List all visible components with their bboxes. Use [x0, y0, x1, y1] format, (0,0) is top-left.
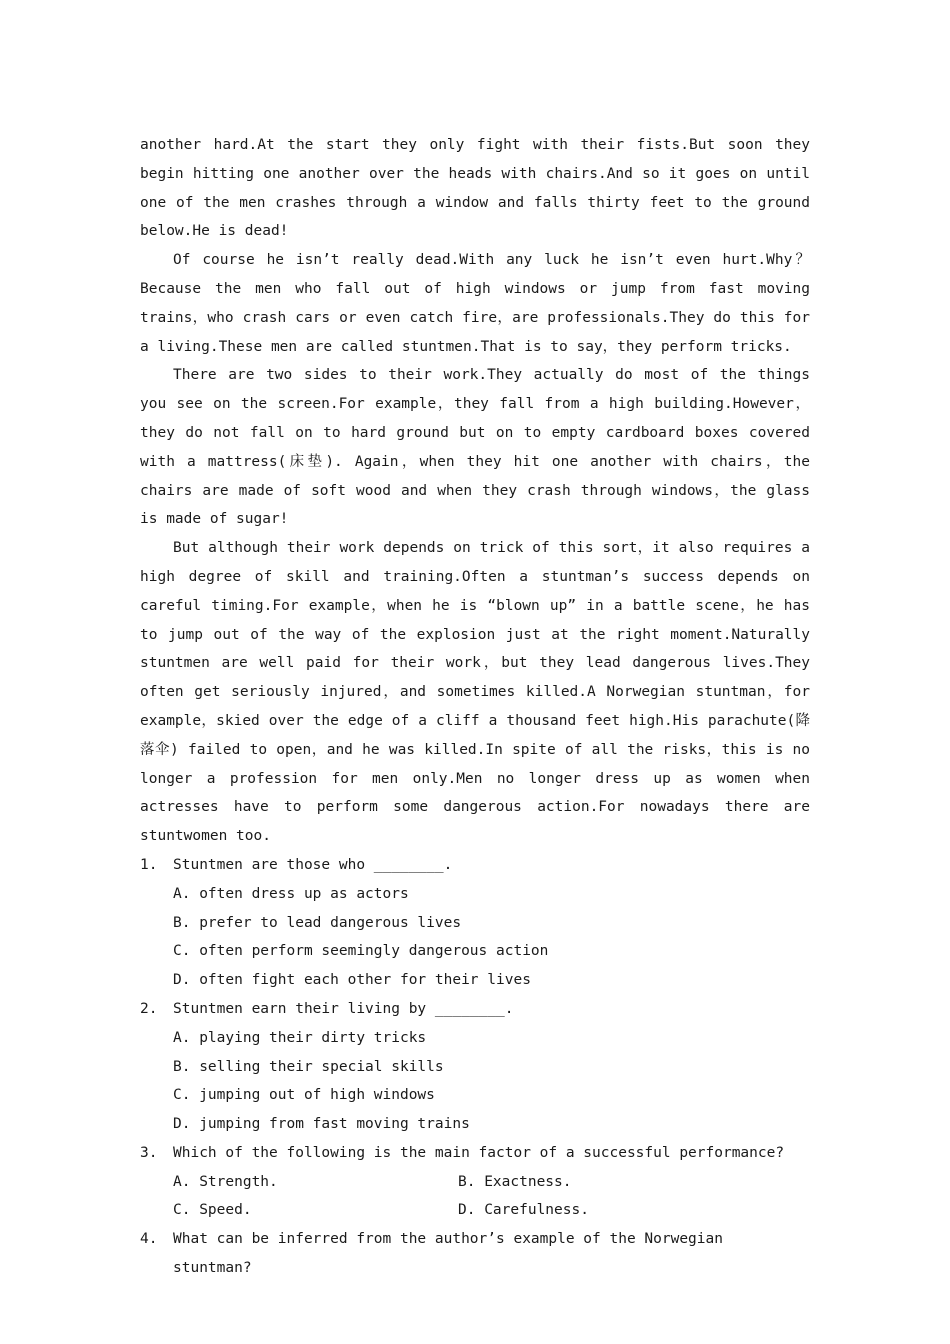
question-1 [140, 851, 810, 995]
options-row-2 [173, 1196, 810, 1225]
option-a: A. playing their dirty tricks [173, 1029, 427, 1046]
passage-paragraph-2: Of course he isn’t really dead.With any luck he isn’t even hurt.Why？Because the men who fall out of high windows or jump from fast moving trains，who crash cars or even catch fire，are professionals.They do this for a living.These men are called stuntmen.That is to say，they perform tricks. [140, 252, 810, 355]
option-c: C. often perform seemingly dangerous action [173, 943, 549, 960]
question-stem: Stuntmen earn their living by ________. [173, 1000, 514, 1017]
option-b: B. selling their special skills [173, 1058, 444, 1075]
option-b: B. Exactness. [458, 1173, 572, 1190]
option-d: D. often fight each other for their lives [173, 972, 531, 989]
passage-paragraph-4: But although their work depends on trick of this sort，it also requires a high degree of skill and training.Often a stuntman’s success depends on careful timing.For example，when he is “blown up” in a battle scene，he has to jump out of the way of the explosion just at the right moment.Naturally stuntmen are well paid for their work，but they lead dangerous lives.They often get seriously injured，and sometimes killed.A Norwegian stuntman，for example，skied over the edge of a cliff a thousand feet high.His parachute(降落伞) failed to open，and he was killed.In spite of all the risks，this is no longer a profession for men only.Men no longer dress up as women when actresses have to perform some dangerous action.For nowadays there are stuntwomen too. [140, 540, 810, 845]
question-number: 3. [140, 1144, 158, 1161]
question-2 [140, 995, 810, 1139]
options-row-1 [173, 1168, 810, 1197]
question-number: 4. [140, 1231, 158, 1248]
passage-paragraph-1: another hard.At the start they only fight with their fists.But soon they begin hitting one another over the heads with chairs.And so it goes on until one of the men crashes through a window and falls thirty feet to the ground below.He is dead! [140, 137, 810, 240]
question-4 [140, 1225, 810, 1283]
question-number: 1. [140, 856, 158, 873]
option-c: C. Speed. [173, 1202, 252, 1219]
option-a: A. Strength. [173, 1173, 278, 1190]
option-a: A. often dress up as actors [173, 885, 409, 902]
option-d: D. Carefulness. [458, 1202, 589, 1219]
question-number: 2. [140, 1000, 158, 1017]
question-3 [140, 1139, 810, 1225]
question-stem: Stuntmen are those who ________. [173, 856, 453, 873]
option-c: C. jumping out of high windows [173, 1087, 435, 1104]
passage-paragraph-3: There are two sides to their work.They actually do most of the things you see on the screen.For example，they fall from a high building.However，they do not fall on to hard ground but on to empty cardboard boxes covered with a mattress(床垫). Again，when they hit one another with chairs，the chairs are made of soft wood and when they crash through windows，the glass is made of sugar! [140, 367, 810, 528]
option-d: D. jumping from fast moving trains [173, 1116, 470, 1133]
question-stem: What can be inferred from the author’s example of the Norwegian stuntman? [173, 1231, 723, 1277]
question-stem: Which of the following is the main factor of a successful performance? [173, 1144, 785, 1161]
option-b: B. prefer to lead dangerous lives [173, 914, 462, 931]
document-page [140, 131, 810, 1283]
